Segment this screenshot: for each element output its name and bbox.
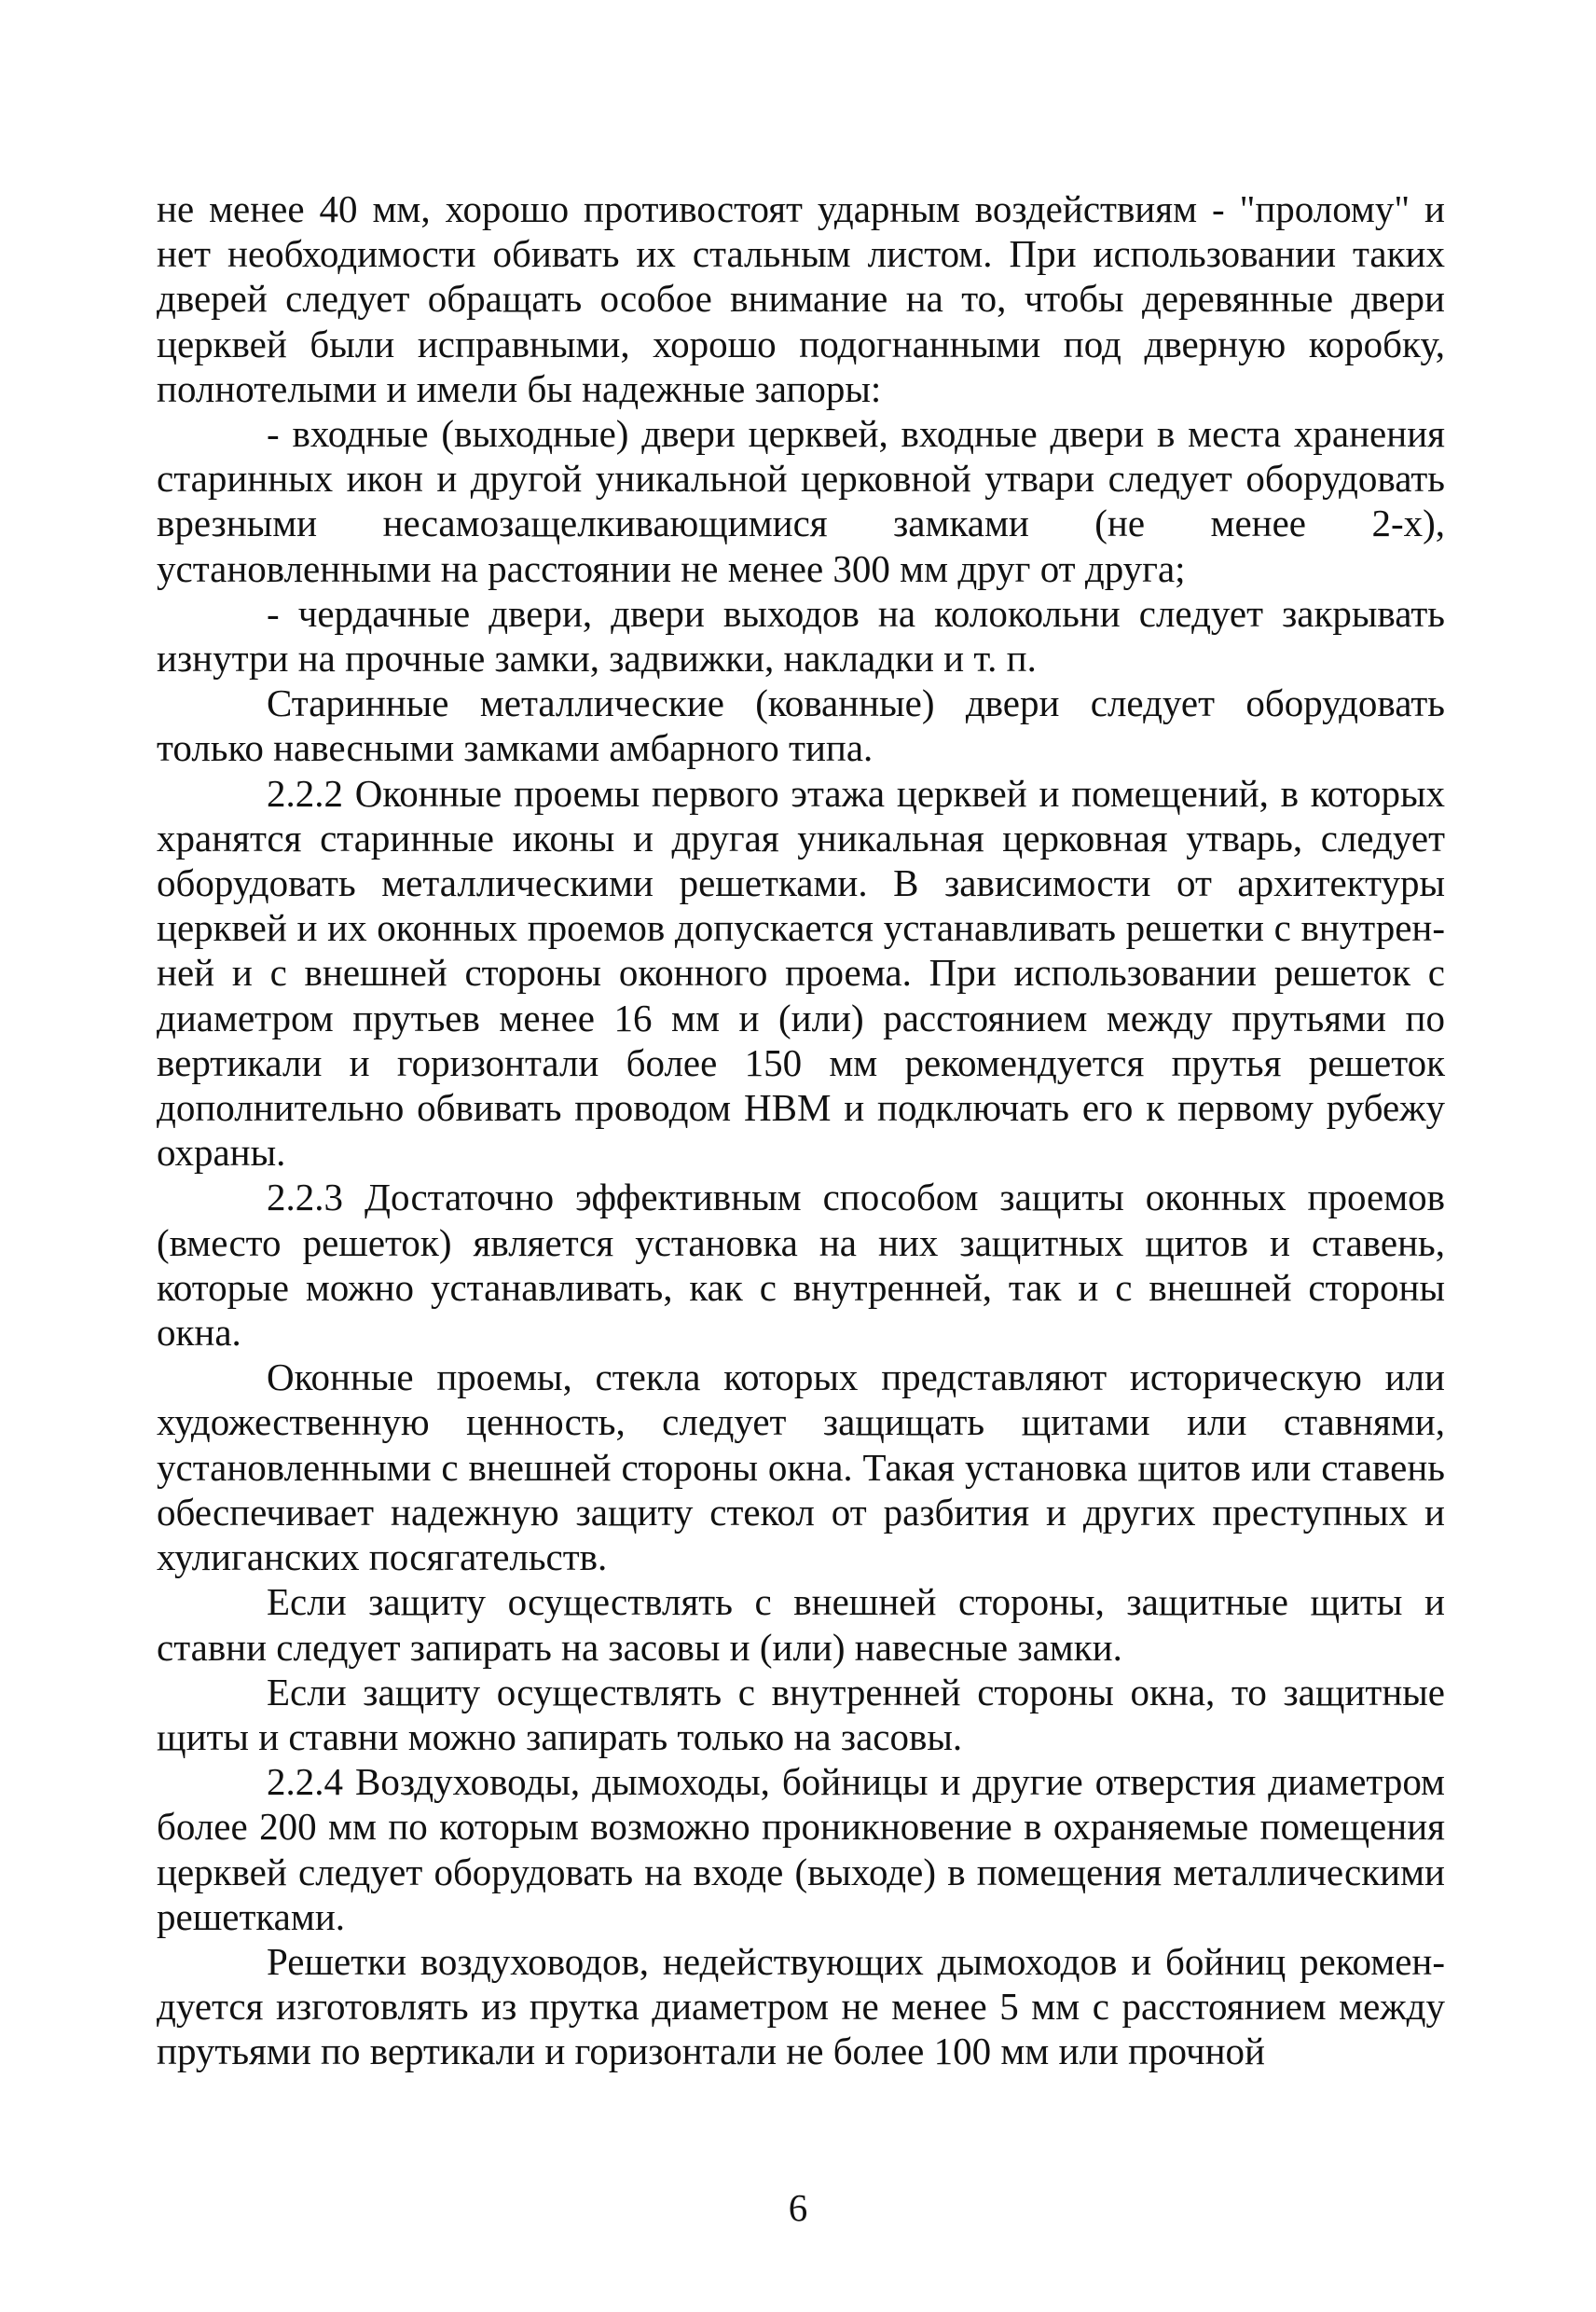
paragraph-section-2-2-3: 2.2.3 Достаточно эффективным способом защиты оконных проемов (вместо решеток) является установка на них защитных щитов и ставень, которые можно устанавливать, как с внутренней, так и с внешней стороны окна. bbox=[157, 1176, 1445, 1355]
paragraph-section-2-2-4: 2.2.4 Воздуховоды, дымоходы, бойницы и другие отверстия диаметром более 200 мм по которым возможно проникновение в охраняемые помещения церквей следует оборудовать на входе (выходе) в помещения металлическими решетками. bbox=[157, 1760, 1445, 1938]
paragraph-attic-doors: - чердачные двери, двери выходов на колокольни следует закрывать изнутри на прочные замки, задвижки, накладки и т. п. bbox=[157, 591, 1445, 681]
paragraph-doors-continuation: не менее 40 мм, хорошо противостоят ударным воздействиям - "пролому" и нет необходимости обивать их стальным листом. При использовании таких дверей следует обращать особое внимание на то, чтобы деревянные двери церквей были исправными, хорошо подогнанными под дверную коробку, полнотелыми и имели бы надежные запоры: bbox=[157, 187, 1445, 410]
paragraph-vent-grilles: Решетки воздуховодов, недействующих дымоходов и бойниц рекомендуется изготовлять из прутка диаметром не менее 5 мм с расстоянием между прутьями по вертикали и горизонтали не более 100 мм или прочной bbox=[157, 1939, 1445, 2073]
paragraph-entrance-doors: - входные (выходные) двери церквей, входные двери в места хранения старинных икон и другой уникальной церковной утвари следует оборудовать врезными несамозащелкивающимися замками (не менее 2-х), установленными на расстоянии не менее 300 мм друг от друга; bbox=[157, 412, 1445, 590]
paragraph-historic-glass: Оконные проемы, стекла которых представляют историческую или художественную ценность, следует защищать щитами или ставнями, установленными с внешней стороны окна. Такая установка щитов или ставень обеспечивает надежную защиту стекол от разбития и других преступных и хулиганских посягательств. bbox=[157, 1356, 1445, 1579]
paragraph-external-protection: Если защиту осуществлять с внешней стороны, защитные щиты и ставни следует запирать на засовы и (или) навесные замки. bbox=[157, 1580, 1445, 1669]
paragraph-metal-doors: Старинные металлические (кованные) двери следует оборудовать только навесными замками амбарного типа. bbox=[157, 681, 1445, 770]
page-number: 6 bbox=[788, 2186, 808, 2229]
paragraph-section-2-2-2: 2.2.2 Оконные проемы первого этажа церквей и помещений, в которых хранятся старинные иконы и другая уникальная церковная утварь, следует оборудовать металлическими решетками. В зависимости от архитектуры церквей и их оконных проемов допускается устанавливать решетки с внутренней и с внешней стороны оконного проема. При использовании решеток с диаметром прутьев менее 16 мм и (или) расстоянием между прутьями по вертикали и горизонтали более 150 мм рекомендуется прутья решеток дополнительно обвивать проводом НВМ и подключать его к первому рубежу охраны. bbox=[157, 771, 1445, 1175]
body-text bbox=[157, 186, 1445, 2074]
paragraph-internal-protection: Если защиту осуществлять с внутренней стороны окна, то защитные щиты и ставни можно запирать только на засовы. bbox=[157, 1670, 1445, 1758]
